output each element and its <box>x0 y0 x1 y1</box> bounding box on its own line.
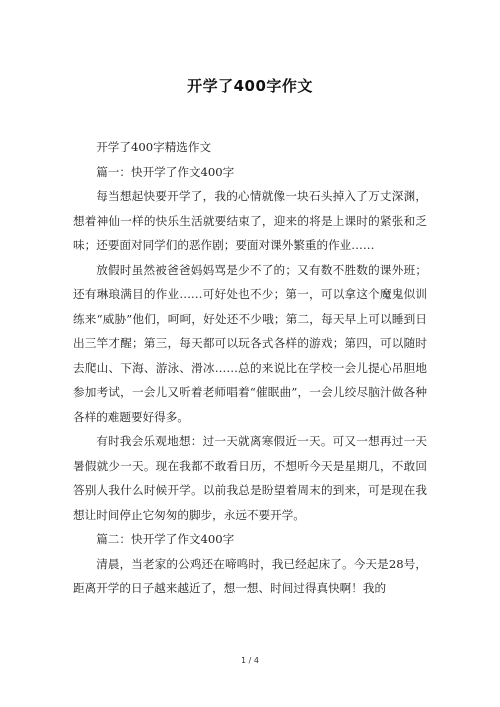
body-paragraph-1: 每当想起快要开学了，我的心情就像一块石头掉入了万丈深渊，想着神仙一样的快乐生活就要结束了，迎来的将是上课时的紧张和乏味；还要面对同学们的恶作剧；要面对课外繁重的作业…… <box>73 189 427 252</box>
section-heading-1: 篇一：快开学了作文400字 <box>96 164 235 179</box>
section-heading-2: 篇二：快开学了作文400字 <box>96 532 235 546</box>
body-paragraph-3: 有时我会乐观地想：过一天就离寒假近一天。可又一想再过一天暑假就少一天。现在我都不敢看日历，不想听今天是星期几，不敢回答别人我什么时候开学。以前我总是盼望着周末的到来，可是现在我想让时间停止它匆匆的脚步，永远不要开学。 <box>73 434 427 522</box>
document-title: 开学了400字作文 <box>187 77 313 95</box>
document-body <box>73 135 427 601</box>
page-indicator: 1 / 4 <box>241 656 259 665</box>
intro-line: 开学了400字精选作文 <box>96 140 212 154</box>
body-paragraph-4: 清晨，当老家的公鸡还在啼鸣时，我已经起床了。今天是28号，距离开学的日子越来越近了，想一想、时间过得真快啊！我的 <box>73 556 427 595</box>
body-paragraph-2: 放假时虽然被爸爸妈妈骂是少不了的；又有数不胜数的课外班；还有琳琅满目的作业……可好处也不少；第一，可以拿这个魔鬼似训练来“威胁”他们，呵呵，好处还不少哦；第二，每天早上可以睡到日出三竿才醒；第三，每天都可以玩各式各样的游戏；第四，可以随时去爬山、下海、游泳、滑冰……总的来说比在学校一会儿提心吊胆地参加考试，一会儿又听着老师唱着“催眠曲”，一会儿绞尽脑汁做各种各样的难题要好得多。 <box>73 262 427 424</box>
